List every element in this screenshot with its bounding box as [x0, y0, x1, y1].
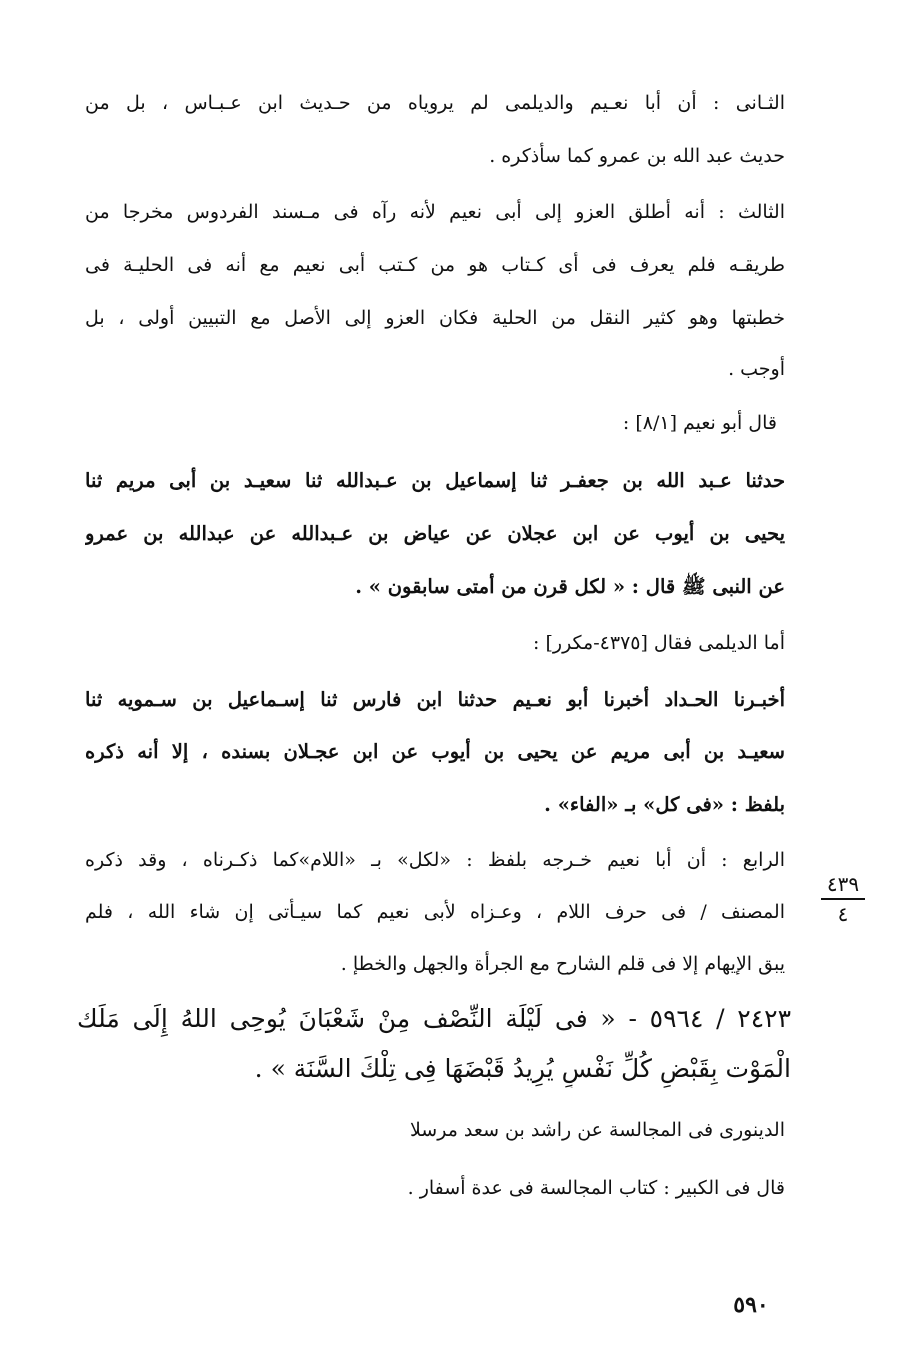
source-heading-daylami: أما الديلمى فقال [٤٣٧٥-مكرر] : [533, 632, 785, 654]
text-line-6: أوجب . [728, 358, 785, 380]
text-line-1: الثـانى : أن أبا نعـيم والديلمى لم يروياه من حـديث ابن عـبـاس ، بل من [85, 92, 785, 114]
text-line-8: حدثنا عـبد الله بن جعفـر ثنا إسماعيل بن عـبدالله ثنا سعيـد بن أبى مريم ثنا [85, 469, 785, 492]
text-line-4: طريقـه فلم يعرف فى أى كـتاب هو من كـتب أبى نعيم مع أنه فى الحليـة فى [85, 254, 785, 276]
text-line-5: خطبتها وهو كثير النقل من الحلية فكان العزو إلى الأصل مع التبيين أولى ، بل [85, 307, 785, 329]
source-heading-abu-nuaym: قال أبو نعيم [٨/١] : [622, 412, 777, 434]
text-line-10: عن النبى ﷺ قال : « لكل قرن من أمتى سابقون » . [355, 575, 785, 598]
text-line-16: المصنف / فى حرف اللام ، وعـزاه لأبى نعيم كما سيـأتى إن شاء الله ، فلم [85, 901, 785, 923]
text-line-14: بلفظ : «فى كل» بـ «الفاء» . [544, 793, 785, 816]
text-line-3: الثالث : أنه أطلق العزو إلى أبى نعيم لأنه رآه فى مـسند الفردوس مخرجا من [85, 201, 785, 223]
text-line-21: قال فى الكبير : كتاب المجالسة فى عدة أسفار . [407, 1177, 785, 1199]
text-line-2: حديث عبد الله بن عمرو كما سأذكره . [489, 145, 785, 167]
hadith-line-2: الْمَوْت بِقَبْضِ كُلِّ نَفْسٍ يُرِيدُ قَبْضَهَا فِى تِلْكَ السَّنَة » . [254, 1054, 791, 1083]
text-line-20: الدينورى فى المجالسة عن راشد بن سعد مرسلا [409, 1119, 785, 1141]
text-line-17: يبق الإيهام إلا فى قلم الشارح مع الجرأة والجهل والخطإ . [340, 953, 785, 975]
margin-reference-top: ٤٣٩ [826, 872, 860, 896]
text-line-15: الرابع : أن أبا نعيم خـرجه بلفظ : «لكل» بـ «اللام»كما ذكـرناه ، وقد ذكره [85, 849, 785, 871]
hadith-line-1: ٢٤٢٣ / ٥٩٦٤ - « فى لَيْلَة النِّصْف مِنْ شَعْبَانَ يُوحِى اللهُ إِلَى مَلَك [77, 1004, 791, 1033]
margin-reference-divider [821, 898, 865, 900]
text-line-9: يحيى بن أيوب عن ابن عجلان عن عياض بن عـبدالله عن عبدالله بن عمرو [85, 522, 785, 545]
text-line-12: أخبـرنا الحـداد أخبرنا أبو نعـيم حدثنا ابن فارس ثنا إسـماعيل بن سـمويه ثنا [85, 688, 785, 711]
margin-reference-bottom: ٤ [837, 902, 849, 926]
margin-reference [818, 872, 868, 926]
page-number: ٥٩٠ [733, 1292, 769, 1318]
text-line-13: سعيـد بن أبى مريم عن يحيى بن أيوب عن ابن عجـلان بسنده ، إلا أنه ذكره [85, 740, 785, 763]
